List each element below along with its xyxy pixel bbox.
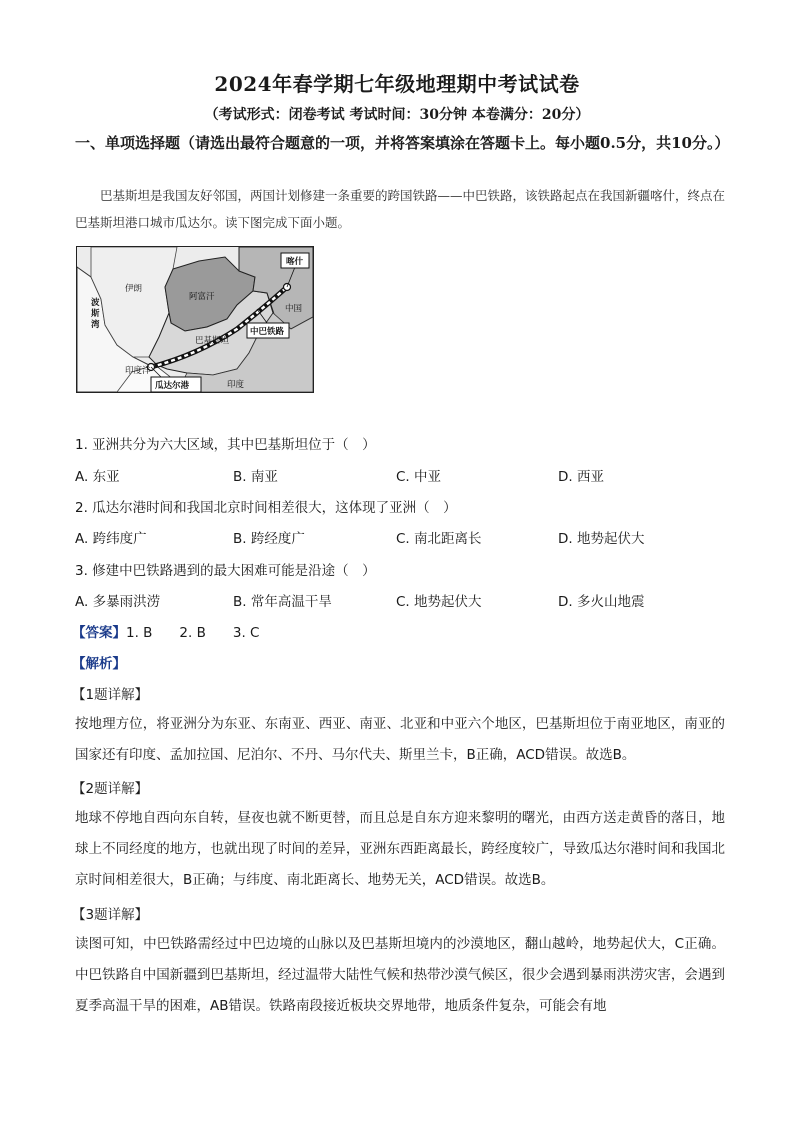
question-2-stem: 2. 瓜达尔港时间和我国北京时间相差很大，这体现了亚洲（ ） [75,500,457,516]
detail-2-text: 地球不停地自西向东自转，昼夜也就不断更替，而且总是自东方迎来黎明的曙光，由西方送走黄昏的落日，地球上不同经度的地方，也就出现了时间的差异，亚洲东西距离最长，跨经度较广，导致瓜达尔港时间和我国北京时间相差很大，B正确；与纬度、南北距离长、地势无关，ACD错误。故选B。 [75,810,725,888]
answer-line [72,621,259,641]
question-1-stem: 1. 亚洲共分为六大区域，其中巴基斯坦位于（ ） [75,437,376,453]
question-3-stem: 3. 修建中巴铁路遇到的最大困难可能是沿途（ ） [75,563,376,579]
detail-3-text: 读图可知，中巴铁路需经过中巴边境的山脉以及巴基斯坦境内的沙漠地区，翻山越岭，地势起伏大，C正确。中巴铁路自中国新疆到巴基斯坦，经过温带大陆性气候和热带沙漠气候区，很少会遇到暴雨洪涝灾害，会遇到夏季高温干旱的困难，AB错误。铁路南段接近板块交界地带，地质条件复杂，可能会有地 [75,936,725,1014]
page-title: 2024年春学期七年级地理期中考试试卷 [214,72,580,96]
q1-option-b[interactable]: B. 南亚 [233,469,278,485]
q1-option-a[interactable]: A. 东亚 [75,469,120,485]
q3-option-b[interactable]: B. 常年高温干旱 [233,594,332,610]
q1-option-c[interactable]: C. 中亚 [396,469,442,485]
answer-text: 1. B 2. B 3. C [126,625,260,641]
label-afghanistan: 阿富汗 [189,292,215,302]
label-china: 中国 [285,304,303,314]
q2-option-b[interactable]: B. 跨经度广 [233,531,305,547]
analysis-tag: 【解析】 [72,656,126,672]
q3-option-c[interactable]: C. 地势起伏大 [396,594,482,610]
q1-option-d[interactable]: D. 西亚 [558,469,604,485]
label-railway: 中巴铁路 [250,327,285,337]
detail-1-tag: 【1题详解】 [72,687,149,703]
q2-option-a[interactable]: A. 跨纬度广 [75,531,147,547]
label-gulf: 波 斯 湾 [91,298,100,330]
label-iran: 伊朗 [125,284,143,294]
label-indian-ocean: 印度洋 [125,366,151,376]
label-gwadar: 瓜达尔港 [155,381,190,391]
exam-info: （考试形式：闭卷考试 考试时间：30分钟 本卷满分：20分） [204,107,590,123]
q2-option-c[interactable]: C. 南北距离长 [396,531,482,547]
section-heading: 一、单项选择题（请选出最符合题意的一项，并将答案填涂在答题卡上。每小题0.5分，共10分。） [75,134,730,152]
detail-2-tag: 【2题详解】 [72,781,149,797]
q2-option-d[interactable]: D. 地势起伏大 [558,531,645,547]
reading-passage: 巴基斯坦是我国友好邻国，两国计划修建一条重要的跨国铁路——中巴铁路，该铁路起点在我国新疆喀什，终点在巴基斯坦港口城市瓜达尔。读下图完成下面小题。 [75,188,726,230]
q3-option-d[interactable]: D. 多火山地震 [558,594,645,610]
label-india: 印度 [227,380,245,390]
railway-map [76,246,314,393]
q3-option-a[interactable]: A. 多暴雨洪涝 [75,594,161,610]
answer-tag: 【答案】 [72,625,126,641]
detail-3-tag: 【3题详解】 [72,907,149,923]
label-pakistan: 巴基斯坦 [195,336,230,346]
detail-1-text: 按地理方位，将亚洲分为东亚、东南亚、西亚、南亚、北亚和中亚六个地区，巴基斯坦位于南亚地区，南亚的国家还有印度、孟加拉国、尼泊尔、不丹、马尔代夫、斯里兰卡，B正确，ACD错误。故选B。 [75,716,725,763]
label-kashgar: 喀什 [286,257,304,267]
